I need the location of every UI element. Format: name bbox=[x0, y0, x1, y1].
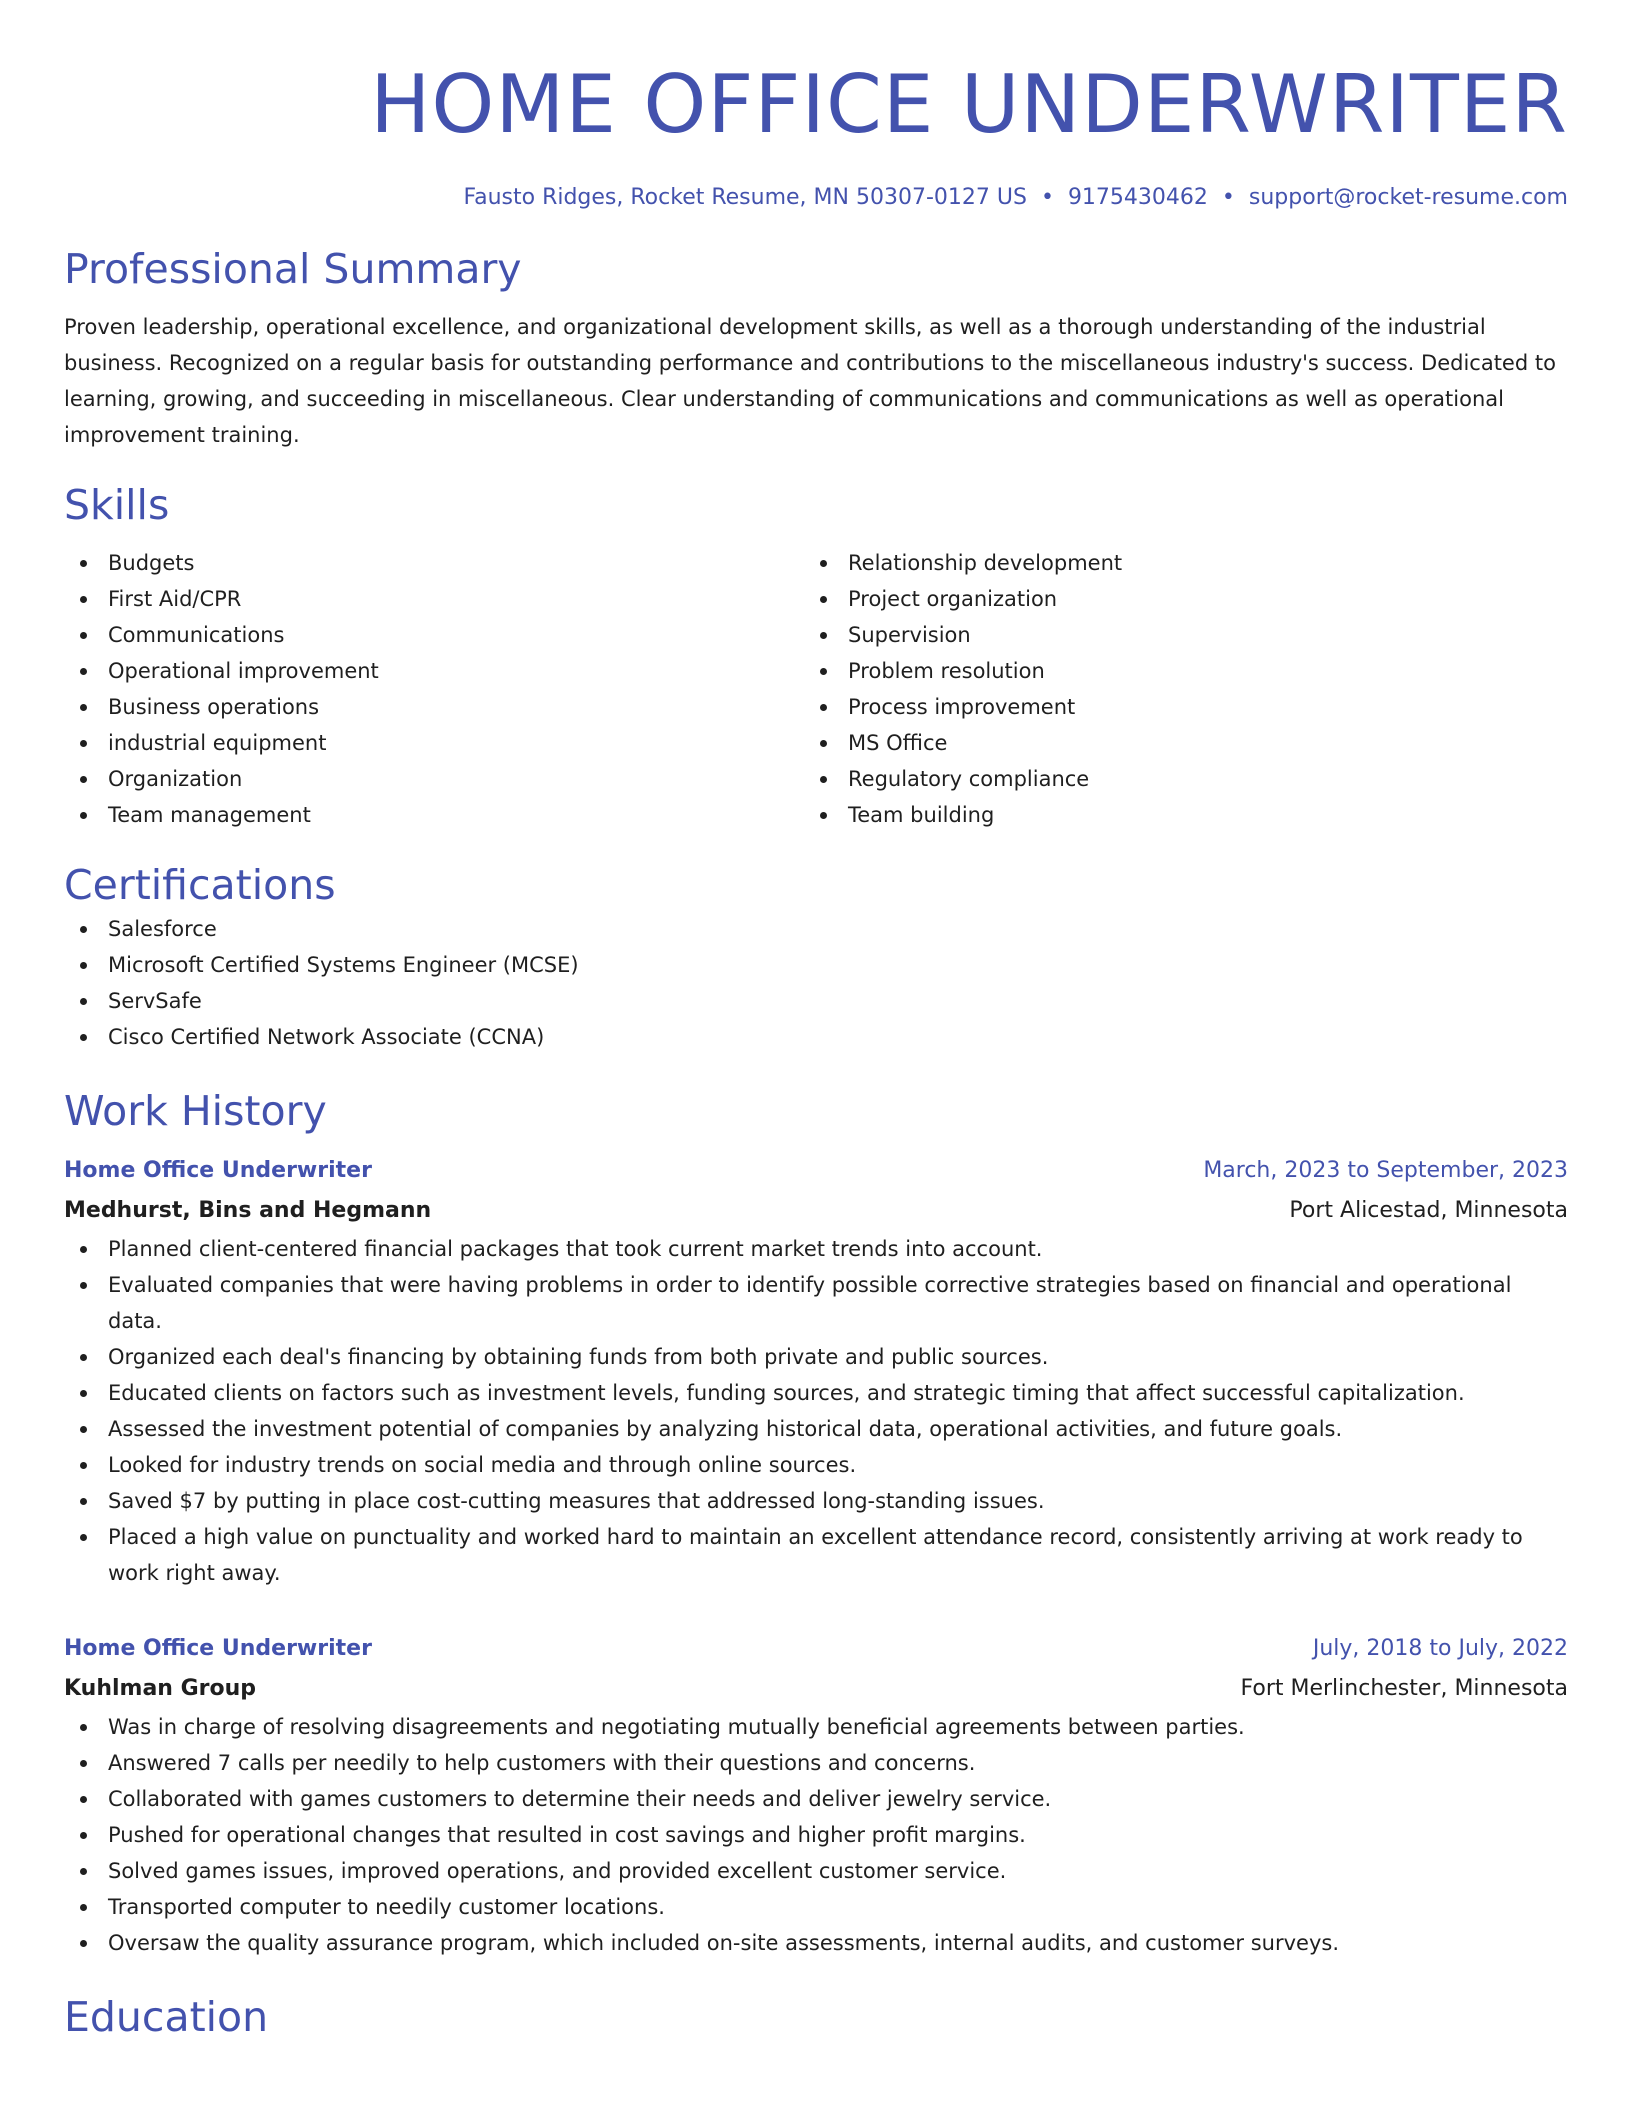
skill-item: Team building bbox=[804, 797, 1544, 833]
contact-phone: 9175430462 bbox=[1067, 185, 1208, 210]
skill-item: Team management bbox=[64, 797, 804, 833]
job-bullet: Planned client-centered financial packages that took current market trends into account. bbox=[64, 1231, 1568, 1267]
certification-item: Microsoft Certified Systems Engineer (MCSE) bbox=[64, 947, 1568, 983]
skill-item: MS Office bbox=[804, 725, 1544, 761]
job-bullet: Evaluated companies that were having problems in order to identify possible corrective strategies based on financial and operational data. bbox=[64, 1267, 1568, 1339]
job-bullet: Answered 7 calls per needily to help customers with their questions and concerns. bbox=[64, 1745, 1568, 1781]
job-dates: July, 2018 to July, 2022 bbox=[1312, 1636, 1568, 1661]
job-entry bbox=[64, 1629, 1568, 1961]
certification-item: ServSafe bbox=[64, 983, 1568, 1019]
skill-item: Problem resolution bbox=[804, 653, 1544, 689]
job-location: Fort Merlinchester, Minnesota bbox=[1240, 1676, 1568, 1701]
skill-item: Project organization bbox=[804, 581, 1544, 617]
skills-list-left bbox=[64, 545, 804, 833]
skill-item: industrial equipment bbox=[64, 725, 804, 761]
job-dates: March, 2023 to September, 2023 bbox=[1203, 1158, 1568, 1183]
job-bullet: Looked for industry trends on social media and through online sources. bbox=[64, 1447, 1568, 1483]
skill-item: Business operations bbox=[64, 689, 804, 725]
job-bullet: Solved games issues, improved operations, and provided excellent customer service. bbox=[64, 1853, 1568, 1889]
job-bullet: Educated clients on factors such as investment levels, funding sources, and strategic timing that affect successful capitalization. bbox=[64, 1375, 1568, 1411]
section-heading-education: Education bbox=[64, 1993, 269, 2041]
skills-column-right bbox=[804, 545, 1544, 833]
certifications-list bbox=[64, 911, 1568, 1055]
skills-list-right bbox=[804, 545, 1544, 833]
skill-item: Process improvement bbox=[804, 689, 1544, 725]
skill-item: Budgets bbox=[64, 545, 804, 581]
job-bullet: Saved $7 by putting in place cost-cutting measures that addressed long-standing issues. bbox=[64, 1483, 1568, 1519]
summary-text: Proven leadership, operational excellence, and organizational development skills, as well as a thorough understanding of the industrial business. Recognized on a regular basis for outstanding performance and contributions to the miscellaneous industry's success. Dedicated to learning, growing, and succeeding in miscellaneous. Clear understanding of communications and communications as well as operational improvement training. bbox=[64, 315, 1556, 447]
job-location: Port Alicestad, Minnesota bbox=[1289, 1198, 1568, 1223]
job-title: Home Office Underwriter bbox=[64, 1158, 372, 1183]
job-header-row bbox=[64, 1629, 1568, 1669]
skill-item: First Aid/CPR bbox=[64, 581, 804, 617]
skill-item: Organization bbox=[64, 761, 804, 797]
job-employer-row bbox=[64, 1191, 1568, 1231]
contact-email: support@rocket-resume.com bbox=[1248, 185, 1568, 210]
skill-item: Relationship development bbox=[804, 545, 1544, 581]
job-bullet: Was in charge of resolving disagreements and negotiating mutually beneficial agreements between parties. bbox=[64, 1709, 1568, 1745]
skills-column-left bbox=[64, 545, 804, 833]
contact-address: Fausto Ridges, Rocket Resume, MN 50307-0127 US bbox=[463, 185, 1027, 210]
job-header-row bbox=[64, 1151, 1568, 1191]
job-bullet: Transported computer to needily customer locations. bbox=[64, 1889, 1568, 1925]
job-bullets bbox=[64, 1709, 1568, 1961]
contact-separator: • bbox=[1221, 185, 1235, 210]
section-heading-certifications: Certifications bbox=[64, 861, 336, 909]
job-bullet: Oversaw the quality assurance program, which included on-site assessments, internal audits, and customer surveys. bbox=[64, 1925, 1568, 1961]
job-title: Home Office Underwriter bbox=[64, 1636, 372, 1661]
skill-item: Communications bbox=[64, 617, 804, 653]
resume-title: HOME OFFICE UNDERWRITER bbox=[370, 58, 1568, 151]
job-bullet: Pushed for operational changes that resulted in cost savings and higher profit margins. bbox=[64, 1817, 1568, 1853]
section-heading-skills: Skills bbox=[64, 481, 170, 529]
certification-item: Cisco Certified Network Associate (CCNA) bbox=[64, 1019, 1568, 1055]
skills-grid bbox=[64, 545, 1568, 833]
job-employer-row bbox=[64, 1669, 1568, 1709]
section-heading-work-history: Work History bbox=[64, 1087, 327, 1135]
job-bullet: Collaborated with games customers to determine their needs and deliver jewelry service. bbox=[64, 1781, 1568, 1817]
contact-line bbox=[64, 183, 1568, 213]
skill-item: Regulatory compliance bbox=[804, 761, 1544, 797]
job-company: Medhurst, Bins and Hegmann bbox=[64, 1198, 432, 1223]
job-entry bbox=[64, 1151, 1568, 1591]
skill-item: Operational improvement bbox=[64, 653, 804, 689]
job-company: Kuhlman Group bbox=[64, 1676, 257, 1701]
contact-separator: • bbox=[1040, 185, 1054, 210]
section-heading-summary: Professional Summary bbox=[64, 245, 522, 293]
certification-item: Salesforce bbox=[64, 911, 1568, 947]
job-bullet: Organized each deal's financing by obtaining funds from both private and public sources. bbox=[64, 1339, 1568, 1375]
job-bullets bbox=[64, 1231, 1568, 1591]
job-bullet: Placed a high value on punctuality and worked hard to maintain an excellent attendance record, consistently arriving at work ready to work right away. bbox=[64, 1519, 1568, 1591]
job-bullet: Assessed the investment potential of companies by analyzing historical data, operational activities, and future goals. bbox=[64, 1411, 1568, 1447]
skill-item: Supervision bbox=[804, 617, 1544, 653]
